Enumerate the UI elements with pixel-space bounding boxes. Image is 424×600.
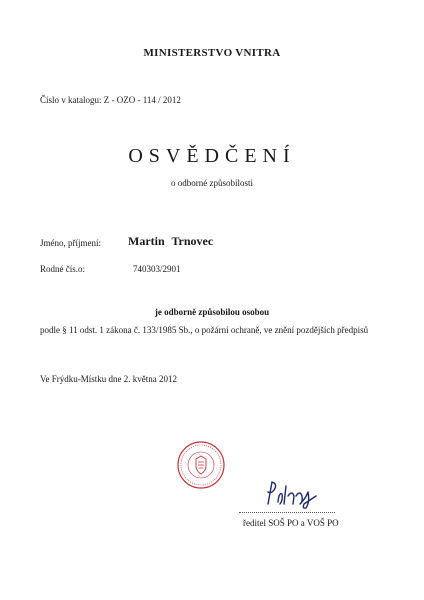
competence-statement: je odborně způsobilou osobou bbox=[154, 307, 270, 317]
place-and-date: Ve Frýdku-Místku dne 2. května 2012 bbox=[40, 374, 177, 384]
certificate-title: OSVĚDČENÍ bbox=[128, 145, 296, 167]
signature-line bbox=[239, 512, 335, 513]
birth-number-label: Rodné čís.o: bbox=[40, 264, 85, 274]
ministry-heading: MINISTERSTVO VNITRA bbox=[143, 47, 281, 59]
law-reference: podle § 11 odst. 1 zákona č. 133/1985 Sb., o požární ochraně, ve znění pozdějších předpisů bbox=[40, 325, 369, 335]
signer-title: ředitel SOŠ PO a VOŠ PO bbox=[243, 518, 339, 528]
certificate-subtitle: o odborné způsobilosti bbox=[171, 178, 253, 188]
official-stamp-icon bbox=[176, 440, 226, 490]
catalog-number: Číslo v katalogu: Z - OZO - 114 / 2012 bbox=[40, 95, 181, 105]
birth-number-value: 740303/2901 bbox=[133, 264, 181, 274]
name-value: Martin Trnovec bbox=[128, 234, 214, 248]
name-label: Jméno, příjmení: bbox=[40, 238, 101, 248]
signature-icon bbox=[262, 478, 322, 510]
